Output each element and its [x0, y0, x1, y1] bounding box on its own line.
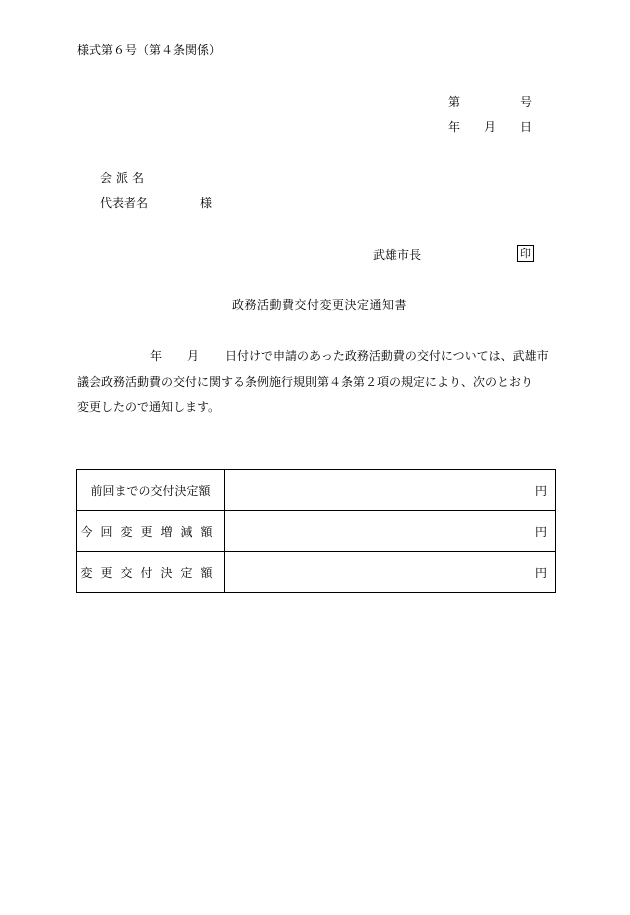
row-value-change-amount: 円	[225, 511, 556, 552]
table-row	[77, 511, 556, 552]
date-month-label: 月	[484, 120, 497, 134]
body-text-line-2: 議会政務活動費の交付に関する条例施行規則第４条第２項の規定により、次のとおり	[77, 375, 534, 389]
form-label: 様式第６号（第４条関係）	[77, 43, 222, 57]
document-title: 政務活動費交付変更決定通知書	[232, 298, 408, 312]
body-text-line-3: 変更したので通知します。	[77, 400, 221, 414]
recipient-honorific: 様	[200, 196, 213, 210]
row-value-revised-amount: 円	[225, 552, 556, 593]
row-label-change-amount: 今回変更増減額	[77, 511, 225, 552]
row-value-previous-amount: 円	[225, 470, 556, 511]
date-year-label: 年	[448, 120, 461, 134]
seal-mark: 印	[517, 245, 534, 262]
recipient-party-name: 会派名	[100, 171, 149, 185]
body-text-line-1: 日付けで申請のあった政務活動費の交付については、武雄市	[225, 349, 549, 363]
reference-number-suffix: 号	[520, 95, 533, 109]
issuer-name: 武雄市長	[373, 248, 422, 262]
body-date-year: 年	[150, 349, 163, 363]
reference-number-prefix: 第	[448, 95, 461, 109]
row-label-previous-amount: 前回までの交付決定額	[77, 470, 225, 511]
amount-table	[76, 469, 556, 593]
body-date-month: 月	[187, 349, 200, 363]
row-label-revised-amount: 変更交付決定額	[77, 552, 225, 593]
table-row	[77, 552, 556, 593]
recipient-representative-name: 代表者名	[100, 196, 149, 210]
date-day-label: 日	[520, 120, 533, 134]
table-row	[77, 470, 556, 511]
